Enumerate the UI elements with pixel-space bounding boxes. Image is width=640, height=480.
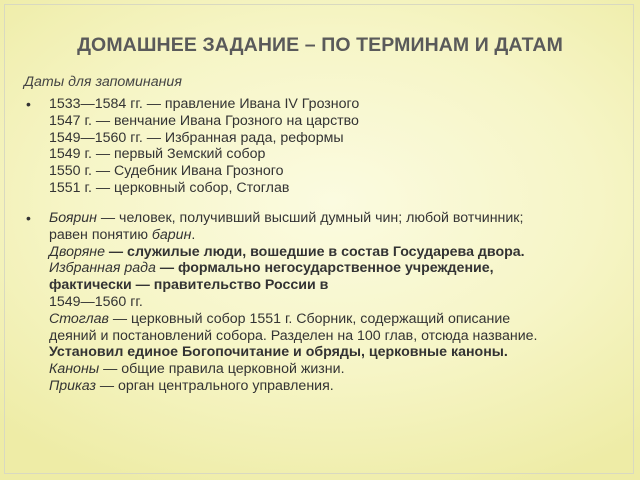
term-kanony (49, 361, 629, 378)
slide-title: ДОМАШНЕЕ ЗАДАНИЕ – ПО ТЕРМИНАМ И ДАТАМ (77, 34, 563, 56)
date-item: 1547 г. — венчание Ивана Грозного на царство (49, 112, 359, 129)
bullet-terms: • (26, 210, 31, 226)
date-item: 1549—1560 гг. — Избранная рада, реформы (49, 129, 344, 146)
dates-subtitle: Даты для запоминания (24, 74, 182, 90)
term-label: Дворяне (49, 243, 105, 260)
term-label: Стоглав (49, 310, 109, 327)
term-label: Каноны (49, 361, 100, 378)
term-period: . (191, 226, 196, 243)
term-boyarin (49, 210, 629, 227)
term-definition: равен понятию (49, 226, 152, 243)
bullet-dates: • (26, 96, 31, 112)
term-definition: — служилые люди, вошедшие в состав Государева двора. (104, 243, 525, 260)
term-label: Приказ (49, 377, 96, 394)
term-prikaz (49, 378, 629, 395)
date-item: 1549 г. — первый Земский собор (49, 146, 266, 163)
term-stoglav-cont: деяний и постановлений собора. Разделен на 100 глав, отсюда название. (49, 327, 538, 344)
dates-list (49, 96, 629, 197)
term-stoglav (49, 311, 629, 328)
term-label: Боярин (49, 210, 97, 226)
term-izbrannaya-rada-cont: 1549—1560 гг. (49, 293, 143, 310)
date-item: 1550 г. — Судебник Ивана Грозного (49, 163, 284, 180)
term-barin: барин (151, 226, 192, 243)
term-definition: — человек, получивший высший думный чин; любой вотчинник; (96, 210, 524, 226)
term-stoglav-cont: Установил единое Богопочитание и обряды, церковные каноны. (49, 344, 508, 361)
term-definition: — формально негосударственное учреждение, (155, 260, 494, 277)
term-izbrannaya-rada-cont: фактически — правительство России в (49, 277, 329, 294)
terms-list (49, 210, 629, 395)
term-boyarin-cont (49, 227, 629, 244)
term-dvoryane (49, 244, 629, 261)
term-definition: — общие правила церковной жизни. (99, 361, 345, 378)
term-label: Избранная рада (49, 260, 156, 277)
date-item: 1551 г. — церковный собор, Стоглав (49, 179, 290, 196)
term-definition: — церковный собор 1551 г. Сборник, содержащий описание (108, 310, 511, 327)
term-definition: — орган центрального управления. (95, 377, 334, 394)
term-izbrannaya-rada (49, 260, 629, 277)
date-item: 1533—1584 гг. — правление Ивана IV Грозного (49, 96, 360, 112)
